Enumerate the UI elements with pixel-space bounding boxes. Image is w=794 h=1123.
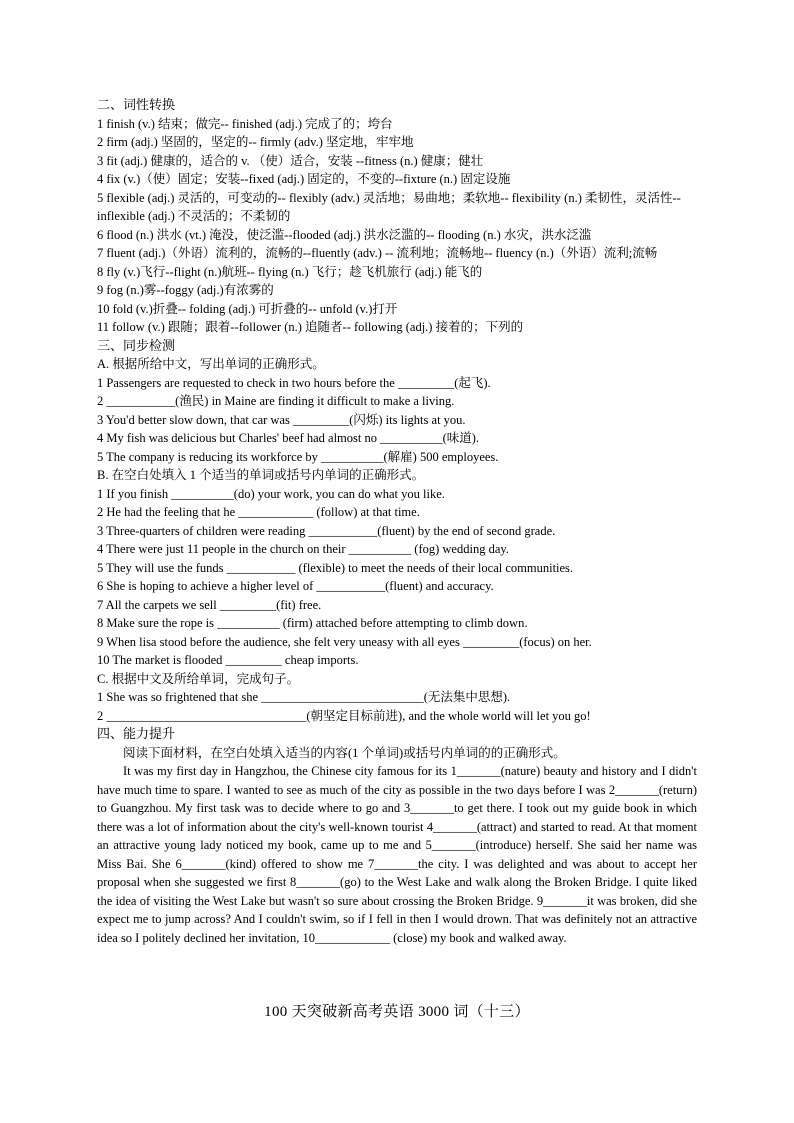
word-form-item: 1 finish (v.) 结束；做完-- finished (adj.) 完成了的；垮台 xyxy=(97,116,393,131)
exercise-item: 1 She was so frightened that she __________________________(无法集中思想). xyxy=(97,690,511,704)
word-form-item: 2 firm (adj.) 坚固的，坚定的-- firmly (adv.) 坚定地，牢牢地 xyxy=(97,135,414,149)
exercise-item: 7 All the carpets we sell _________(fit) free. xyxy=(97,597,322,612)
exercise-item: 5 The company is reducing its workforce by __________(解雇) 500 employees. xyxy=(97,449,499,464)
word-form-item: 6 flood (n.) 洪水 (vt.) 淹没，使泛滥--flooded (adj.) 洪水泛滥的-- flooding (n.) 水灾，洪水泛滥 xyxy=(97,227,592,242)
section-ability xyxy=(97,725,697,947)
part-c xyxy=(97,670,697,726)
word-form-item: 4 fix (v.)（使）固定；安装--fixed (adj.) 固定的，不变的--fixture (n.) 固定设施 xyxy=(97,172,511,186)
section-heading: 三、同步检测 xyxy=(97,337,176,353)
part-a xyxy=(97,355,697,466)
word-form-item: 10 fold (v.)折叠-- folding (adj.) 可折叠的-- unfold (v.)打开 xyxy=(97,301,398,316)
worksheet-page xyxy=(97,96,697,947)
word-form-item: 8 fly (v.)飞行--flight (n.)航班-- flying (n.) 飞行；趁飞机旅行 (adj.) 能飞的 xyxy=(97,264,483,279)
exercise-item: 8 Make sure the rope is __________ (firm) attached before attempting to climb down. xyxy=(97,616,528,630)
exercise-item: 4 My fish was delicious but Charles' beef had almost no __________(味道). xyxy=(97,431,480,445)
exercise-item: 2 He had the feeling that he ____________ (follow) at that time. xyxy=(97,505,420,519)
word-form-item: 7 fluent (adj.)（外语）流利的，流畅的--fluently (adv.) -- 流利地；流畅地-- fluency (n.)（外语）流利;流畅 xyxy=(97,246,658,260)
exercise-item: 4 There were just 11 people in the church on their __________ (fog) wedding day. xyxy=(97,542,509,556)
section-heading: 二、词性转换 xyxy=(97,97,176,112)
word-form-item: 11 follow (v.) 跟随；跟着--follower (n.) 追随者-- following (adj.) 接着的；下列的 xyxy=(97,320,524,334)
exercise-item: 1 If you finish __________(do) your work, you can do what you like. xyxy=(97,486,445,501)
exercise-item: 9 When lisa stood before the audience, she felt very uneasy with all eyes _________(focus) on her. xyxy=(97,634,592,649)
cloze-passage: It was my first day in Hangzhou, the Chinese city famous for its 1_______(nature) beauty and history and I didn't have much time to spare. I wanted to see as much of the city as possible in the two days before I was 2_______(return) to Guangzhou. My first task was to decide where to go and 3_______to get there. I took out my guide book in which there was a lot of information about the city's well-known tourist 4_______(attract) and started to read. At that moment an attractive young lady noticed my book, came up to me and 5_______(introduce) herself. She said her name was Miss Bai. She 6_______(kind) offered to show me 7_______the city. I was delighted and was about to accept her proposal when she suggested we first 8_______(go) to the West Lake and walk along the Broken Bridge. I quite liked the idea of visiting the West Lake but wasn't so sure about crossing the Broken Bridge. 9_______it was broken, did she expect me to jump across? And I couldn't swim, so if I fell in then I would drown. That was definitely not an attractive idea so I politely declined her invitation, 10____________ (close) my book and walked away. xyxy=(97,764,697,945)
exercise-item: 2 ___________(渔民) in Maine are finding it difficult to make a living. xyxy=(97,394,455,408)
exercise-item: 2 ________________________________(朝坚定目标前进), and the whole world will let you go! xyxy=(97,708,591,723)
section-word-forms xyxy=(97,96,697,337)
part-heading: B. 在空白处填入 1 个适当的单词或括号内单词的正确形式。 xyxy=(97,468,425,482)
section-heading: 四、能力提升 xyxy=(97,726,176,741)
exercise-item: 3 Three-quarters of children were reading ___________(fluent) by the end of second grade. xyxy=(97,523,556,538)
exercise-item: 5 They will use the funds ___________ (flexible) to meet the needs of their local communities. xyxy=(97,560,574,575)
part-heading: A. 根据所给中文，写出单词的正确形式。 xyxy=(97,357,325,371)
cloze-instruction: 阅读下面材料，在空白处填入适当的内容(1 个单词)或括号内单词的的正确形式。 xyxy=(123,745,566,760)
word-form-item: 3 fit (adj.) 健康的，适合的 v. （使）适合，安装 --fitness (n.) 健康；健壮 xyxy=(97,153,484,168)
section-sync-test xyxy=(97,337,697,726)
exercise-item: 10 The market is flooded _________ cheap imports. xyxy=(97,653,359,667)
part-b xyxy=(97,466,697,670)
part-heading: C. 根据中文及所给单词，完成句子。 xyxy=(97,671,300,686)
word-form-item: 5 flexible (adj.) 灵活的，可变动的-- flexibly (adv.) 灵活地；易曲地；柔软地-- flexibility (n.) 柔韧性，灵活性--inflexible (adj.) 不灵活的；不柔韧的 xyxy=(97,190,681,223)
exercise-item: 1 Passengers are requested to check in two hours before the _________(起飞). xyxy=(97,375,491,390)
page-footer-title: 100 天突破新高考英语 3000 词（十三） xyxy=(264,1004,530,1020)
exercise-item: 6 She is hoping to achieve a higher level of ___________(fluent) and accuracy. xyxy=(97,579,494,593)
exercise-item: 3 You'd better slow down, that car was _________(闪烁) its lights at you. xyxy=(97,412,466,427)
word-form-item: 9 fog (n.)雾--foggy (adj.)有浓雾的 xyxy=(97,283,274,297)
